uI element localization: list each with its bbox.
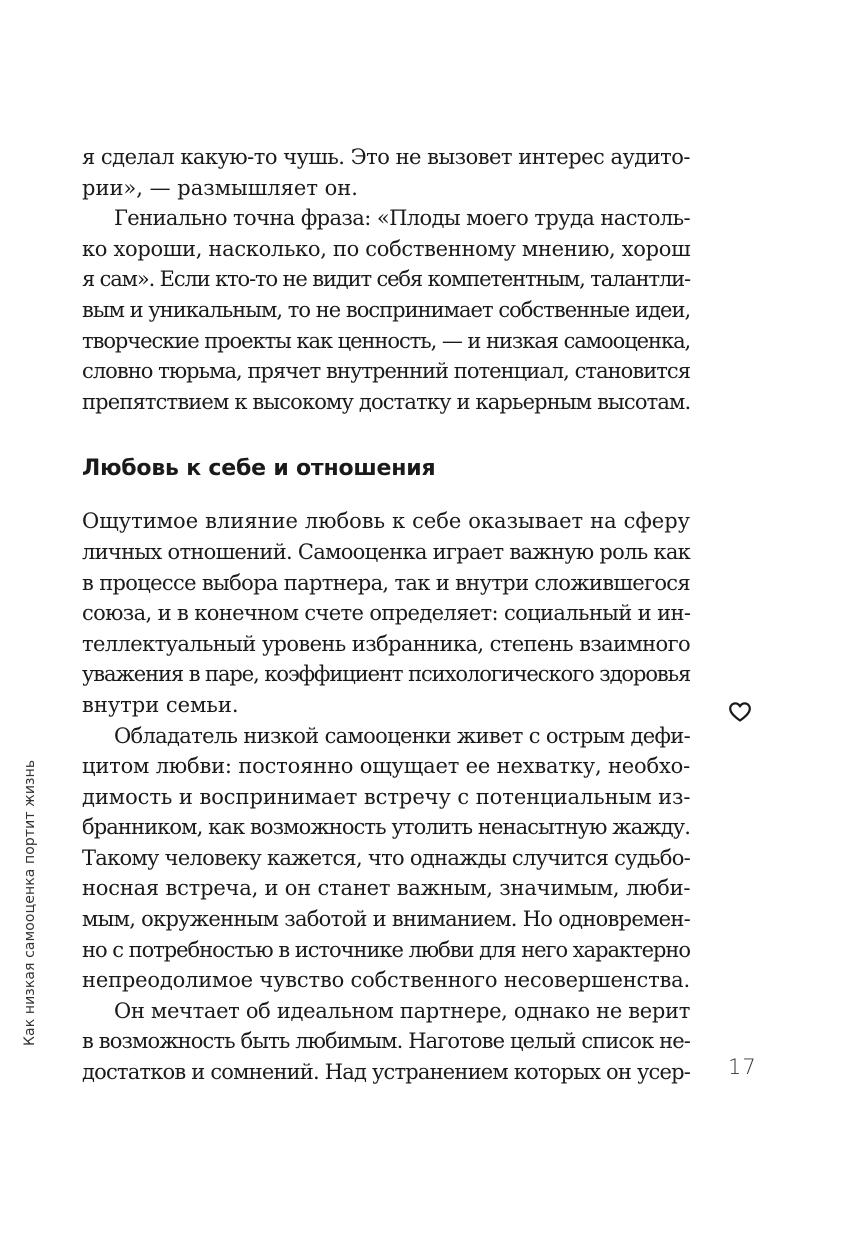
paragraph	[82, 203, 690, 417]
section-heading: Любовь к себе и отношения	[82, 456, 436, 482]
text-line: словно тюрьма, прячет внутренний потенциал, становится	[82, 359, 690, 384]
text-line: Гениально точна фраза: «Плоды моего труда настоль-	[114, 206, 690, 231]
text-line: ко хороши, насколько, по собственному мнению, хорош	[82, 236, 691, 261]
text-line: личных отношений. Самооценка играет важную роль как	[82, 539, 691, 564]
page-number: 17	[728, 1055, 757, 1079]
section-body	[82, 506, 690, 1087]
page-body	[82, 142, 690, 1088]
paragraph	[82, 506, 690, 720]
paragraph	[82, 996, 690, 1088]
heart-outline-icon	[728, 700, 752, 724]
text-line: рии», — размышляет он.	[82, 175, 358, 200]
paragraph	[82, 142, 690, 203]
text-line: но с потребностью в источнике любви для него характерно	[82, 937, 690, 962]
text-line: Он мечтает об идеальном партнере, однако не верит	[114, 998, 690, 1023]
text-line: творческие проекты как ценность, — и низкая самооценка,	[82, 328, 691, 353]
text-line: вым и уникальным, то не воспринимает собственные идеи,	[82, 297, 691, 322]
text-line: димость и воспринимает встречу с потенциальным из-	[82, 784, 691, 809]
margin-column	[718, 700, 764, 1090]
text-line: в процессе выбора партнера, так и внутри сложившегося	[82, 570, 690, 595]
paragraph	[82, 721, 690, 996]
text-line: Ощутимое влияние любовь к себе оказывает на сферу	[82, 509, 690, 534]
text-line: носная встреча, и он станет важным, значимым, люби-	[82, 876, 691, 901]
text-line: Обладатель низкой самооценки живет с острым дефи-	[114, 723, 690, 748]
text-line: бранником, как возможность утолить ненасытную жажду.	[82, 815, 690, 840]
text-line: внутри семьи.	[82, 692, 239, 717]
text-line: уважения в паре, коэффициент психологического здоровья	[82, 662, 691, 687]
text-line: я сделал какую-то чушь. Это не вызовет интерес аудито-	[82, 145, 690, 169]
running-head: Как низкая самооценка портит жизнь	[22, 759, 38, 1046]
text-line: непреодолимое чувство собственного несовершенства.	[82, 968, 691, 993]
intro-text	[82, 142, 690, 417]
text-line: достатков и сомнений. Над устранением которых он усер-	[82, 1060, 690, 1085]
text-line: союза, и в конечном счете определяет: социальный и ин-	[82, 601, 691, 626]
text-line: мым, окруженным заботой и вниманием. Но одновремен-	[82, 907, 690, 932]
text-line: препятствием к высокому достатку и карьерным высотам.	[82, 389, 691, 414]
text-line: в возможность быть любимым. Наготове целый список не-	[82, 1029, 690, 1054]
text-line: Такому человеку кажется, что однажды случится судьбо-	[82, 845, 690, 870]
text-line: я сам». Если кто-то не видит себя компетентным, талантли-	[82, 267, 690, 292]
text-line: теллектуальный уровень избранника, степень взаимного	[82, 631, 690, 656]
text-line: цитом любви: постоянно ощущает ее нехватку, необхо-	[82, 754, 690, 779]
